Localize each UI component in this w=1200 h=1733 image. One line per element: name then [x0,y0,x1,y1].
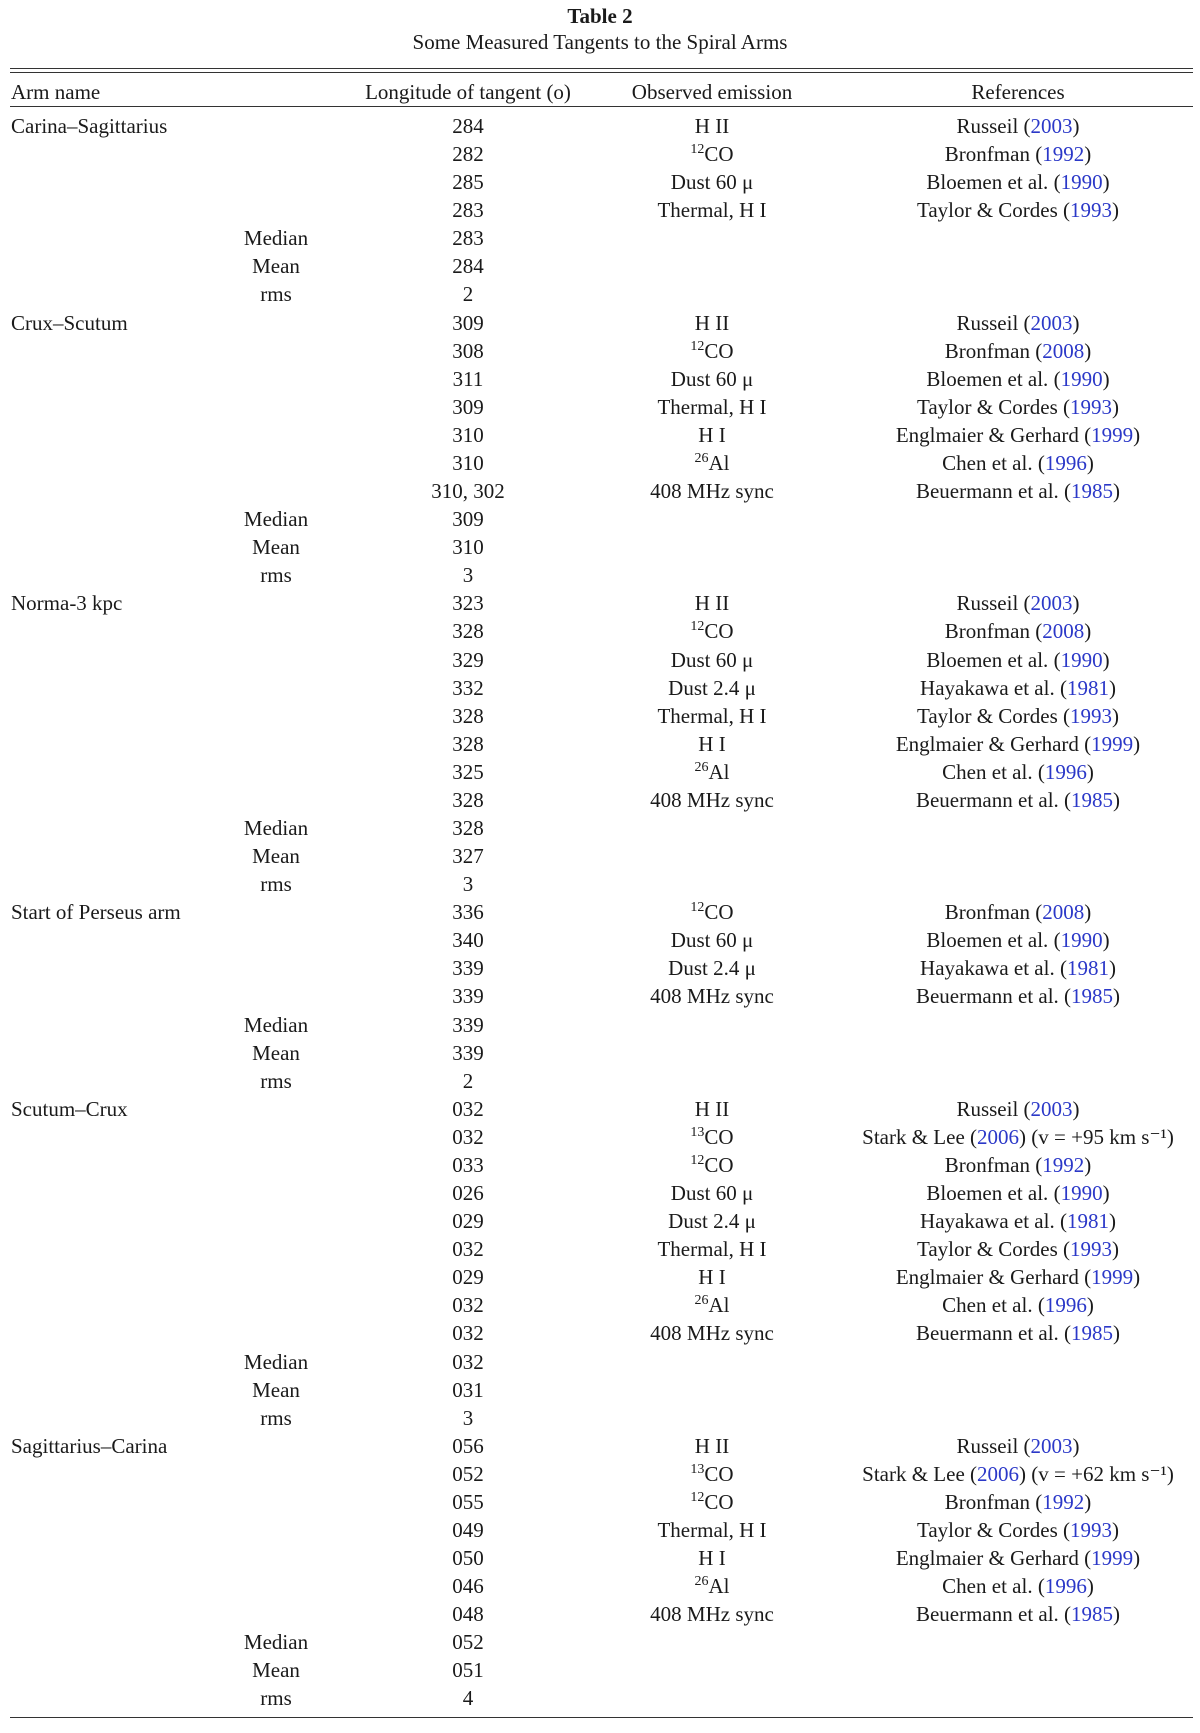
isotope-mass-number: 26 [694,1293,709,1309]
reference-author: Englmaier & Gerhard [895,731,1079,756]
reference-author: Taylor & Cordes [916,394,1058,419]
reference-author: Bloemen et al. [926,170,1049,195]
reference-author: Bronfman [944,142,1030,167]
reference-author: Bloemen et al. [926,1181,1049,1206]
reference-year-link[interactable]: 1999 [1091,731,1134,756]
reference-year-link[interactable]: 1981 [1066,956,1109,981]
reference-year-link[interactable]: 2008 [1042,619,1085,644]
reference-year-link[interactable]: 1985 [1071,1321,1114,1346]
isotope-mass-number: 26 [694,450,709,466]
isotope-mass-number: 12 [690,1489,705,1505]
reference-author: Taylor & Cordes [916,198,1058,223]
table-title: Some Measured Tangents to the Spiral Arms [412,30,788,54]
isotope-mass-number: 12 [690,619,705,635]
arm-name-cell: Start of Perseus arm [11,900,181,925]
reference-author: Bloemen et al. [926,366,1049,391]
reference-year-link[interactable]: 2008 [1042,900,1085,925]
reference-year-link[interactable]: 1992 [1042,142,1085,167]
reference-year-link[interactable]: 1985 [1071,479,1114,504]
isotope-mass-number: 26 [694,1574,709,1590]
reference-year-link[interactable]: 1999 [1091,422,1134,447]
reference-author: Englmaier & Gerhard [895,1546,1079,1571]
reference-year-link[interactable]: 2003 [1030,310,1073,335]
emission-species: CO [704,619,734,644]
reference-author: Bronfman [944,1489,1030,1514]
reference-year-link[interactable]: 1993 [1070,394,1113,419]
reference-author: Bronfman [944,619,1030,644]
velocity-note: (v = +95 km s⁻¹) [1031,1124,1174,1149]
reference-author: Chen et al. [942,1574,1033,1599]
reference-year-link[interactable]: 1985 [1071,787,1114,812]
isotope-mass-number: 13 [690,1461,705,1477]
reference-author: Englmaier & Gerhard [895,422,1079,447]
reference-author: Stark & Lee [862,1461,965,1486]
isotope-mass-number: 12 [690,900,705,916]
reference-author: Bronfman [944,338,1030,363]
emission-species: Al [708,1574,730,1599]
header-rule [10,106,1193,107]
reference-year-link[interactable]: 2006 [977,1124,1020,1149]
reference-year-link[interactable]: 1993 [1070,198,1113,223]
reference-year-link[interactable]: 1993 [1070,1518,1113,1542]
reference-year-link[interactable]: 1999 [1091,1265,1134,1290]
arm-name-cell: Carina–Sagittarius [11,114,168,138]
emission-species: CO [704,900,734,925]
reference-year-link[interactable]: 1993 [1070,703,1113,728]
reference-author: Taylor & Cordes [916,1237,1058,1262]
reference-author: Bronfman [944,1152,1030,1177]
top-rule [10,68,1193,69]
velocity-note: (v = +62 km s⁻¹) [1031,1461,1174,1486]
reference-author: Beuermann et al. [915,984,1059,1009]
reference-year-link[interactable]: 2003 [1030,1433,1073,1458]
emission-species: CO [704,1124,734,1149]
reference-year-link[interactable]: 1981 [1066,1209,1109,1234]
reference-year-link[interactable]: 1999 [1091,1546,1134,1571]
reference-year-link[interactable]: 2003 [1030,591,1073,616]
isotope-mass-number: 26 [694,759,709,775]
reference-year-link[interactable]: 1996 [1044,1574,1087,1599]
reference-author: Russeil [956,310,1019,335]
table-page: Table 2 Some Measured Tangents to the Spiral Arms Arm name Longitude of tangent (o) Observed emission References Carina–Sagittarius 284 H II Russeil (2003) 282 $^{12}$CO Bronfman (1992) 285 Dust 60 μ Bloemen et al. (1990) 283 Thermal, H I Taylor & Cordes (1993) Median 283 Mean 284 rms 2 Crux–Scutum 309 H II Russeil (2003) 308 $^{12}$CO Bronfman (2008) 311 Dust 60 μ Bloemen et al. (1990) 309 Thermal, H I Taylor & Cordes (1993) 310 H I Englmaier & Gerhard (1999) 310 $^{26}$Al Chen et al. (1996) 310, 302 408 MHz sync Beuermann et al. (1985) Median 309 Mean 310 rms 3 Norma-3 kpc 323 H II Russeil (2003) 328 $^{12}$CO Bronfman (2008) 329 Dust 60 μ Bloemen et al. (1990) 332 Dust 2.4 μ Hayakawa et al. (1981) 328 Thermal, H I Taylor & Cordes (1993) 328 H I Englmaier & Gerhard (1999) 325 $^{26}$Al Chen et al. (1996) 328 408 MHz sync Beuermann et al. (1985) Median 328 Mean 327 rms 3 Start of Perseus arm 336 $^{12}$CO Bronfman (2008) 340 Dust 60 μ Bloemen et al. (1990) 339 Dust 2.4 μ Hayakawa et al. (1981) 339 408 MHz sync Beuermann et al. (1985) Median 339 Mean 339 rms 2 Scutum–Crux 032 H II Russeil (2003) 032 $^{13}$CO Stark & Lee (2006) (v = +95 km s⁻¹) 033 $^{12}$CO Bronfman (1992) 026 Dust 60 μ Bloemen et al. (1990) 029 Dust 2.4 μ Hayakawa et al. (1981) 032 Thermal, H I Taylor & Cordes (1993) 029 H I Englmaier & Gerhard (1999) 032 $^{26}$Al Chen et al. (1996) 032 408 MHz sync Beuermann et al. (1985) Median 032 Mean 031 rms 3 Sagittarius–Carina 056 H II Russeil (2003) 052 $^{13}$CO Stark & Lee (2006) (v = +62 km s⁻¹) 055 $^{12}$CO Bronfman (1992) 049 Thermal, H I Taylor & Cordes (1993) 050 H I Englmaier & Gerhard (1999) 046 $^{26}$Al Chen et al. (1996) 048 408 MHz sync Beuermann et al. (1985) Median 052 Mean 051 rms 4 [0,0,1200,1733]
reference-author: Chen et al. [942,1293,1033,1318]
isotope-mass-number: 12 [690,1152,705,1168]
emission-species: CO [704,1489,734,1514]
reference-author: Bronfman [944,900,1030,925]
reference-year-link[interactable]: 2003 [1030,1096,1073,1121]
reference-author: Hayakawa et al. [920,1209,1055,1234]
emission-species: Al [708,759,730,784]
reference-author: Hayakawa et al. [920,956,1055,981]
reference-year-link[interactable]: 1990 [1060,647,1103,672]
reference-year-link[interactable]: 2008 [1042,338,1085,363]
reference-year-link[interactable]: 1993 [1070,1237,1113,1262]
reference-year-link[interactable]: 1990 [1060,928,1103,953]
table-number: Table 2 [567,4,633,28]
reference-author: Chen et al. [942,450,1033,475]
arm-name-cell: Scutum–Crux [11,1096,128,1121]
reference-author: Taylor & Cordes [916,703,1058,728]
emission-species: CO [704,142,734,167]
reference-year-link[interactable]: 1985 [1071,1602,1114,1627]
emission-species: Al [708,1293,730,1318]
reference-year-link[interactable]: 2003 [1030,114,1073,138]
reference-author: Englmaier & Gerhard [895,1265,1079,1290]
isotope-mass-number: 13 [690,1124,705,1140]
reference-author: Stark & Lee [862,1124,965,1149]
reference-author: Russeil [956,1433,1019,1458]
reference-author: Russeil [956,114,1019,138]
reference-year-link[interactable]: 1981 [1066,675,1109,700]
reference-year-link[interactable]: 1990 [1060,170,1103,195]
emission-species: CO [704,1461,734,1486]
reference-year-link[interactable]: 1992 [1042,1489,1085,1514]
reference-year-link[interactable]: 1990 [1060,366,1103,391]
header-arm-name: Arm name [11,80,101,104]
reference-author: Beuermann et al. [915,479,1059,504]
emission-species: Al [708,450,730,475]
arm-name-cell: Sagittarius–Carina [11,1433,168,1458]
reference-year-link[interactable]: 2006 [977,1461,1020,1486]
reference-author: Taylor & Cordes [916,1518,1058,1542]
reference-author: Russeil [956,591,1019,616]
reference-author: Beuermann et al. [915,1602,1059,1627]
reference-author: Hayakawa et al. [920,675,1055,700]
top-rule-double [10,72,1193,73]
isotope-mass-number: 12 [690,142,705,158]
arm-name-cell: Crux–Scutum [11,310,128,335]
bottom-rule [10,1717,1193,1718]
reference-author: Beuermann et al. [915,1321,1059,1346]
reference-year-link[interactable]: 1985 [1071,984,1114,1009]
reference-author: Chen et al. [942,759,1033,784]
reference-year-link[interactable]: 1990 [1060,1181,1103,1206]
reference-year-link[interactable]: 1996 [1044,1293,1087,1318]
emission-species: CO [704,1152,734,1177]
reference-author: Russeil [956,1096,1019,1121]
arm-name-cell: Norma-3 kpc [11,591,123,616]
emission-species: CO [704,338,734,363]
reference-year-link[interactable]: 1996 [1044,450,1087,475]
reference-author: Beuermann et al. [915,787,1059,812]
isotope-mass-number: 12 [690,338,705,354]
reference-author: Bloemen et al. [926,647,1049,672]
reference-year-link[interactable]: 1992 [1042,1152,1085,1177]
reference-year-link[interactable]: 1996 [1044,759,1087,784]
reference-author: Bloemen et al. [926,928,1049,953]
